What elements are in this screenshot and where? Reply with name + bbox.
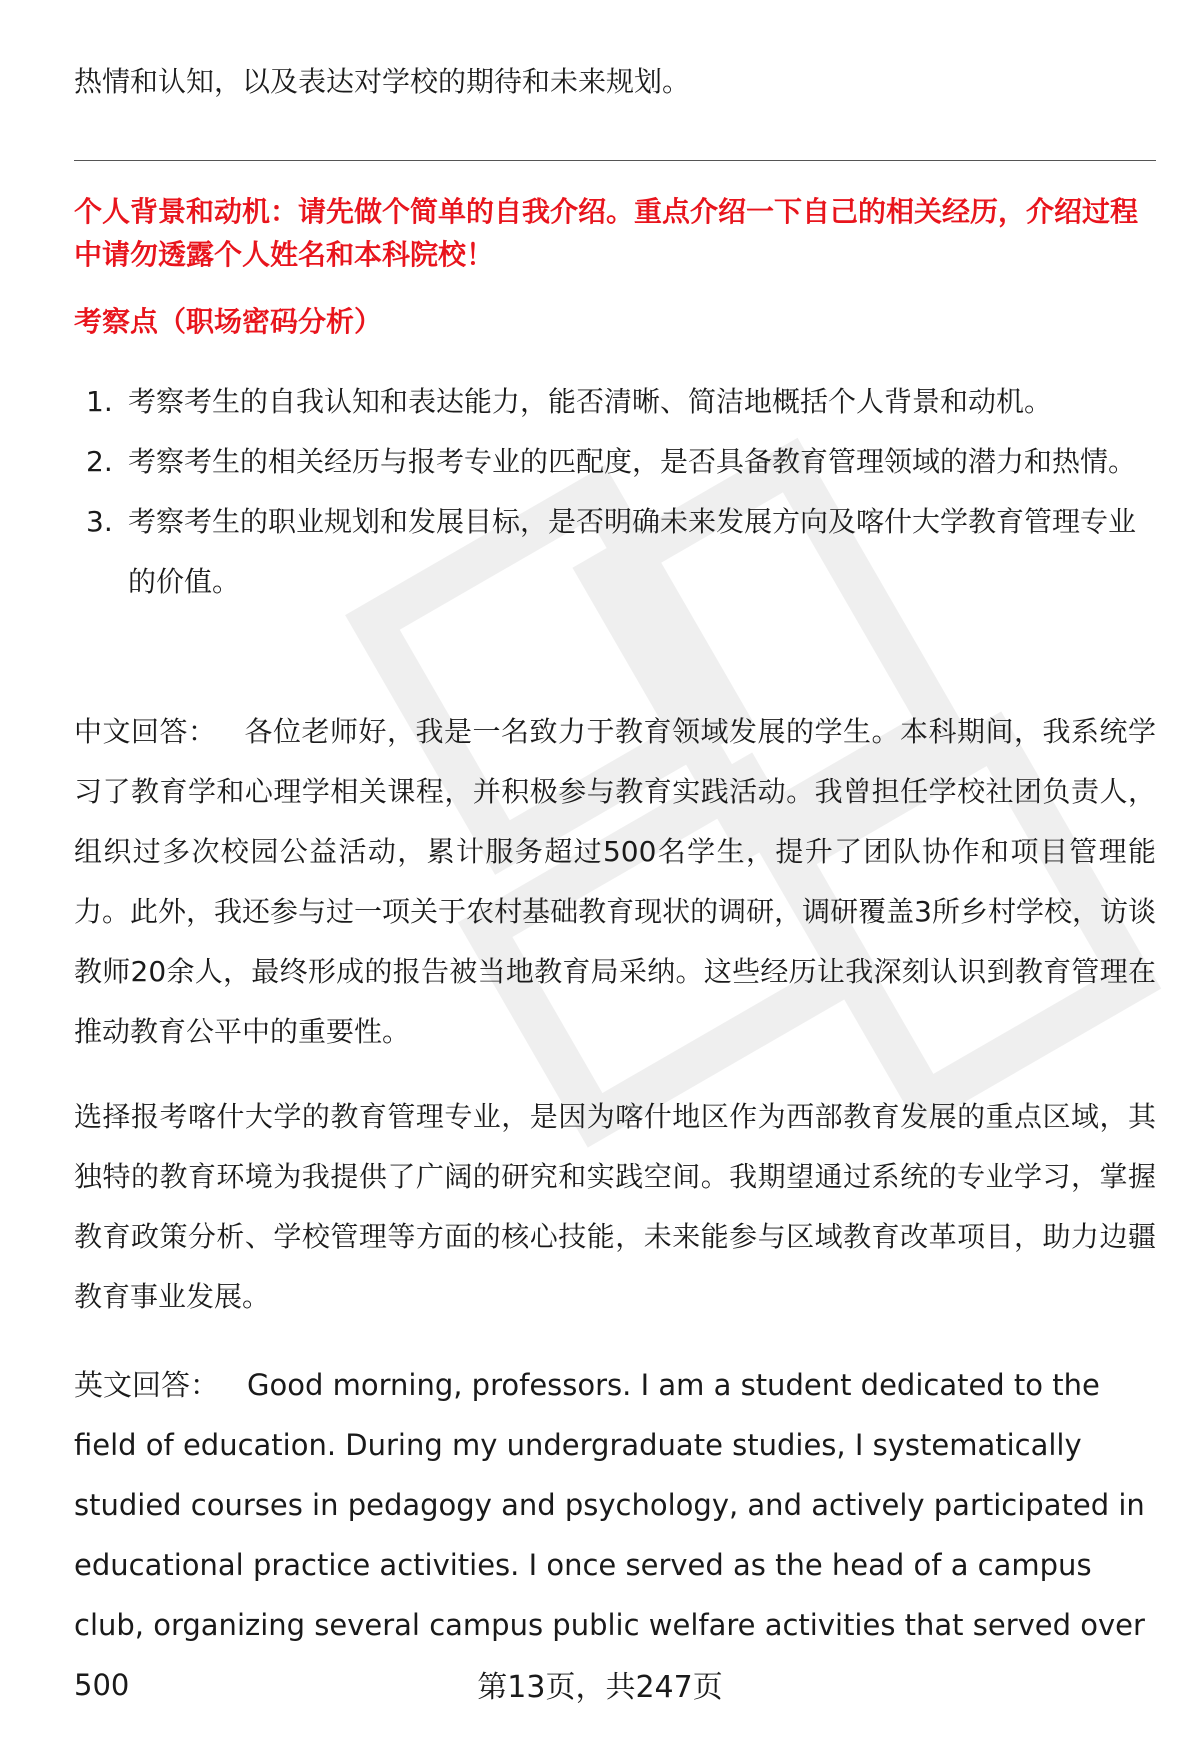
list-item-number: 1. — [86, 385, 113, 418]
list-item-text: 考察考生的职业规划和发展目标，是否明确未来发展方向及喀什大学教育管理专业的价值。 — [128, 505, 1137, 598]
english-answer-label: 英文回答： — [74, 1368, 220, 1402]
english-answer-text: Good morning, professors. I am a student dedicated to the field of education. During my undergraduate studies, I systematically studied courses in pedagogy and psychology, and actively participated in educational practice activities. I once served as the head of a campus club, organizing several campus public welfare activities that served over 500 — [74, 1368, 1145, 1702]
chinese-answer-paragraph-2: 选择报考喀什大学的教育管理专业，是因为喀什地区作为西部教育发展的重点区域，其独特的教育环境为我提供了广阔的研究和实践空间。我期望通过系统的专业学习，掌握教育政策分析、学校管理等方面的核心技能，未来能参与区域教育改革项目，助力边疆教育事业发展。 — [74, 1100, 1156, 1313]
assessment-points-list — [74, 372, 1156, 612]
list-item — [74, 372, 1156, 432]
list-item-number: 2. — [86, 445, 113, 478]
page-footer: 第13页，共247页 — [477, 1670, 723, 1705]
english-answer-paragraph — [74, 1355, 1156, 1715]
interview-question: 个人背景和动机：请先做个简单的自我介绍。重点介绍一下自己的相关经历，介绍过程中请勿透露个人姓名和本科院校！ — [74, 195, 1139, 271]
list-item — [74, 432, 1156, 492]
list-item — [74, 492, 1156, 612]
list-item-text: 考察考生的相关经历与报考专业的匹配度，是否具备教育管理领域的潜力和热情。 — [128, 445, 1137, 478]
chinese-answer-text-1: 各位老师好，我是一名致力于教育领域发展的学生。本科期间，我系统学习了教育学和心理学相关课程，并积极参与教育实践活动。我曾担任学校社团负责人，组织过多次校园公益活动，累计服务超过500名学生，提升了团队协作和项目管理能力。此外，我还参与过一项关于农村基础教育现状的调研，调研覆盖3所乡村学校，访谈教师20余人，最终形成的报告被当地教育局采纳。这些经历让我深刻认识到教育管理在推动教育公平中的重要性。 — [74, 715, 1156, 1048]
section-divider — [74, 160, 1156, 161]
list-item-number: 3. — [86, 505, 113, 538]
section-title: 考察点（职场密码分析） — [74, 305, 383, 338]
chinese-answer-label: 中文回答： — [74, 715, 217, 748]
list-item-text: 考察考生的自我认知和表达能力，能否清晰、简洁地概括个人背景和动机。 — [128, 385, 1053, 418]
intro-continuation-text: 热情和认知，以及表达对学校的期待和未来规划。 — [74, 65, 691, 98]
chinese-answer-paragraph-1 — [74, 702, 1156, 1062]
